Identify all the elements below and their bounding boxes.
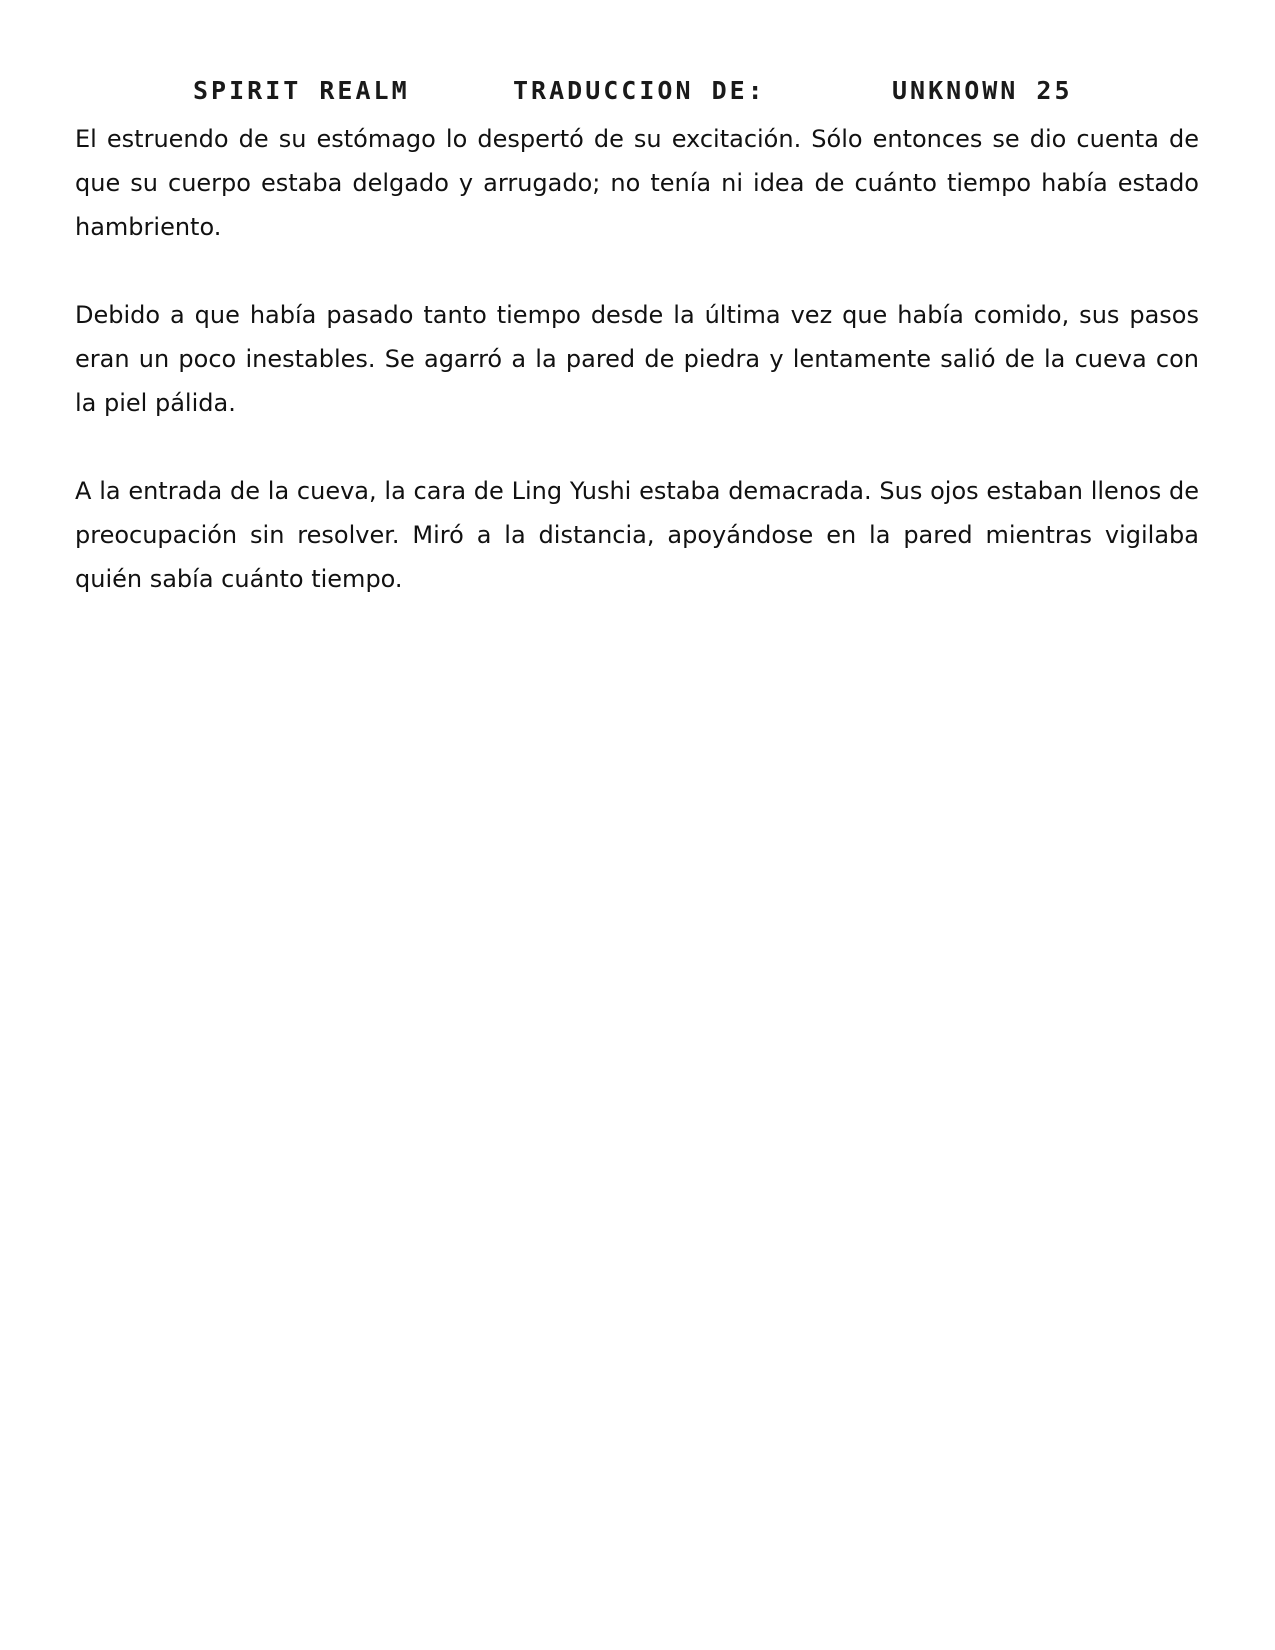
document-body (75, 117, 1199, 645)
page-header (0, 66, 1275, 116)
paragraph: El estruendo de su estómago lo despertó de su excitación. Sólo entonces se dio cuenta de que su cuerpo estaba delgado y arrugado; no tenía ni idea de cuánto tiempo había estado hambriento. (75, 125, 1199, 241)
paragraph: Debido a que había pasado tanto tiempo desde la última vez que había comido, sus pasos eran un poco inestables. Se agarró a la pared de piedra y lentamente salió de la cueva con la piel pálida. (75, 301, 1199, 417)
paragraph: A la entrada de la cueva, la cara de Ling Yushi estaba demacrada. Sus ojos estaban llenos de preocupación sin resolver. Miró a la distancia, apoyándose en la pared mientras vigilaba quién sabía cuánto tiempo. (75, 477, 1199, 593)
header-title: SPIRIT REALM (193, 76, 410, 105)
header-translation-credit: TRADUCCION DE: (513, 76, 766, 105)
header-page-label: UNKNOWN 25 (892, 76, 1073, 105)
